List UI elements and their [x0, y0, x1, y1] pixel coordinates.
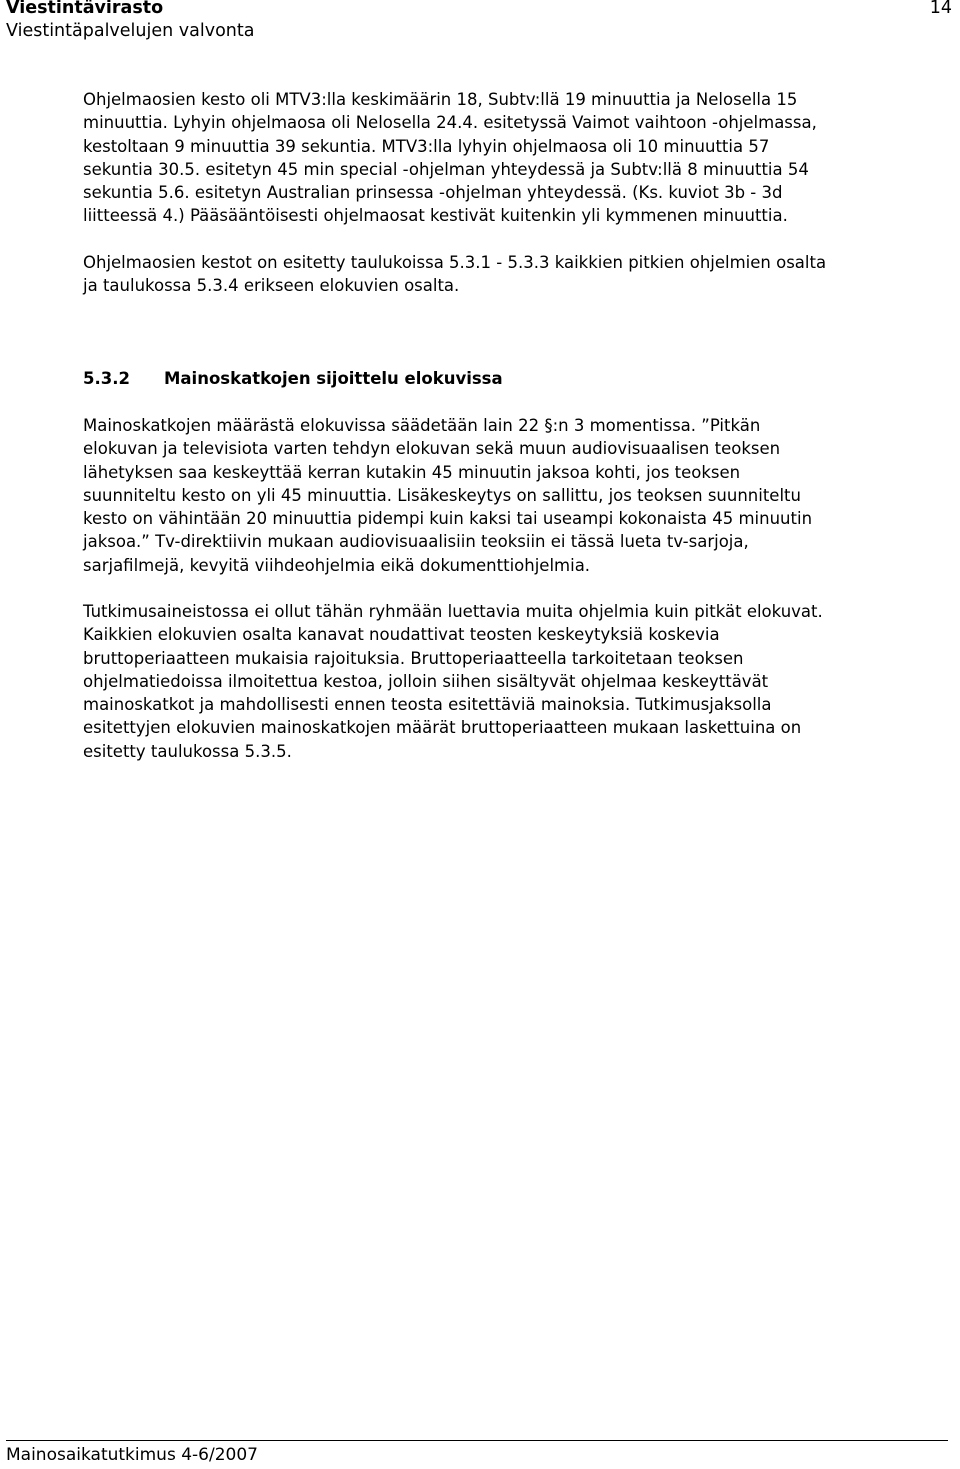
text-line: esitettyjen elokuvien mainoskatkojen määrät bruttoperiaatteen mukaan laskettuina on: [83, 718, 802, 738]
organization-unit: Viestintäpalvelujen valvonta: [6, 21, 255, 41]
text-line: sarjafilmejä, kevyitä viihdeohjelmia eikä dokumenttiohjelmia.: [83, 555, 591, 575]
footer-divider: [6, 1440, 948, 1441]
text-line: jaksoa.” Tv-direktiivin mukaan audiovisuaalisiin teoksiin ei tässä lueta tv-sarjoja,: [83, 532, 749, 552]
text-line: Ohjelmaosien kesto oli MTV3:lla keskimäärin 18, Subtv:llä 19 minuuttia ja Nelosella 15: [83, 90, 798, 109]
text-line: sekuntia 5.6. esitetyn Australian prinsessa -ohjelman yhteydessä. (Ks. kuviot 3b - 3d: [83, 183, 783, 203]
text-line: elokuvan ja televisiota varten tehdyn elokuvan sekä muun audiovisuaalisen teoksen: [83, 439, 781, 459]
text-line: Tutkimusaineistossa ei ollut tähän ryhmään luettavia muita ohjelmia kuin pitkät elokuvat.: [83, 602, 823, 621]
text-line: suunniteltu kesto on yli 45 minuuttia. Lisäkeskeytys on sallittu, jos teoksen suunniteltu: [83, 485, 801, 505]
section-number: 5.3.2: [83, 369, 130, 388]
footer-publication-name: Mainosaikatutkimus 4-6/2007: [6, 1445, 258, 1465]
text-line: mainoskatkot ja mahdollisesti ennen teosta esitettäviä mainoksia. Tutkimusjaksolla: [83, 695, 772, 715]
section-heading: [83, 367, 503, 391]
text-line: minuuttia. Lyhyin ohjelmaosa oli Nelosella 24.4. esitetyssä Vaimot vaihtoon -ohjelmassa,: [83, 113, 817, 133]
text-line: esitetty taulukossa 5.3.5.: [83, 741, 292, 761]
page-number: 14: [929, 0, 952, 18]
text-line: Ohjelmaosien kestot on esitetty taulukoissa 5.3.1 - 5.3.3 kaikkien pitkien ohjelmien osalta: [83, 253, 827, 272]
paragraph-law-citation: [83, 414, 960, 577]
text-line: liitteessä 4.) Pääsääntöisesti ohjelmaosat kestivät kuitenkin yli kymmenen minuuttia.: [83, 206, 788, 226]
text-line: ohjelmatiedoissa ilmoitettua kestoa, jolloin siihen sisältyvät ohjelmaa keskeyttävät: [83, 671, 769, 691]
paragraph-program-durations: [83, 88, 960, 228]
text-line: ja taulukossa 5.3.4 erikseen elokuvien osalta.: [83, 276, 460, 296]
paragraph-table-reference: [83, 251, 960, 298]
text-line: bruttoperiaatteen mukaisia rajoituksia. Bruttoperiaatteella tarkoitetaan teoksen: [83, 648, 744, 668]
text-line: kesto on vähintään 20 minuuttia pidempi kuin kaksi tai useampi kokonaista 45 minuutin: [83, 509, 813, 529]
text-line: Mainoskatkojen määrästä elokuvissa säädetään lain 22 §:n 3 momentissa. ”Pitkän: [83, 416, 761, 435]
text-line: kestoltaan 9 minuuttia 39 sekuntia. MTV3:lla lyhyin ohjelmaosa oli 10 minuuttia 57: [83, 136, 770, 156]
text-line: sekuntia 30.5. esitetyn 45 min special -ohjelman yhteydessä ja Subtv:llä 8 minuuttia 54: [83, 159, 809, 179]
section-title: Mainoskatkojen sijoittelu elokuvissa: [164, 369, 503, 388]
organization-name: Viestintävirasto: [6, 0, 164, 18]
text-line: Kaikkien elokuvien osalta kanavat noudattivat teosten keskeytyksiä koskevia: [83, 625, 720, 645]
paragraph-gross-principle: [83, 600, 960, 763]
text-line: lähetyksen saa keskeyttää kerran kutakin 45 minuutin jaksoa kohti, jos teoksen: [83, 462, 741, 482]
